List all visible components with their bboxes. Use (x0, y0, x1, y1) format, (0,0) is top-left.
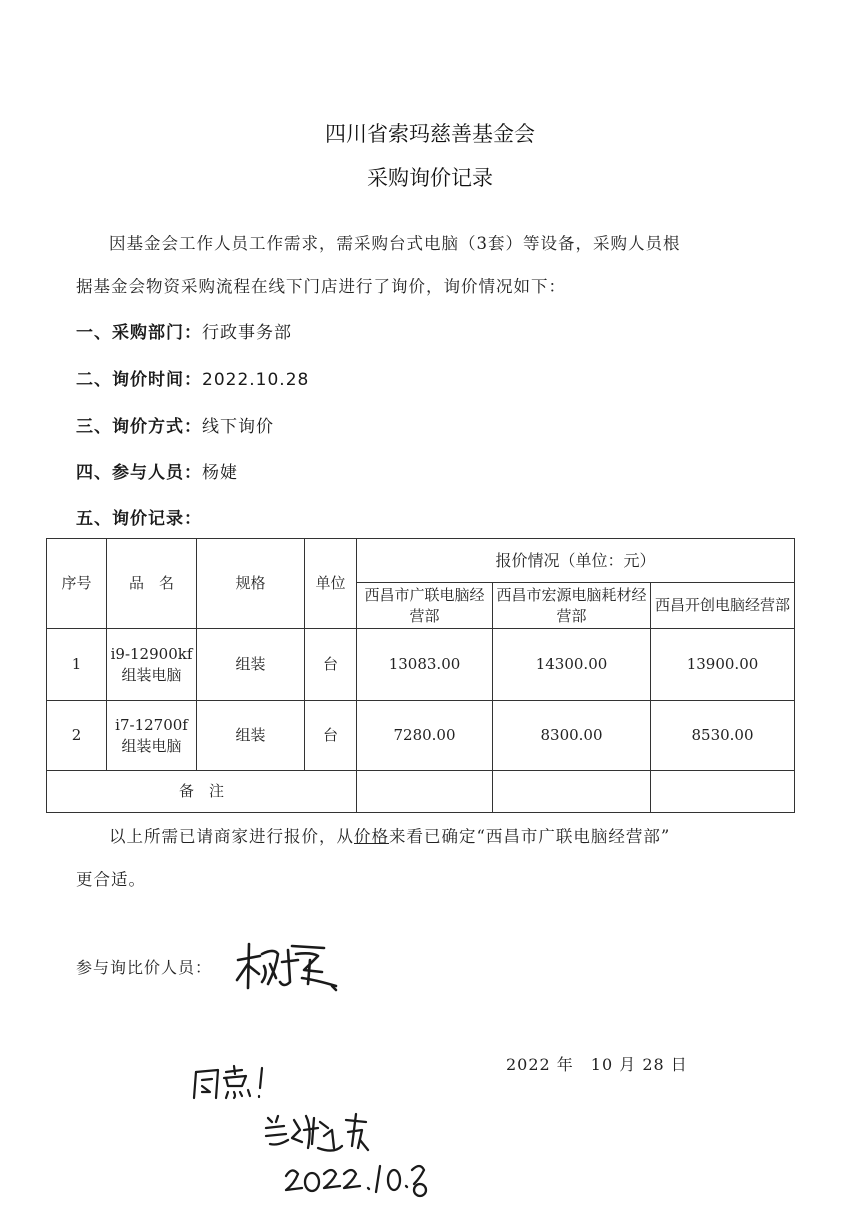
closing-line-1 (76, 815, 796, 858)
row-1-unit: 台 (305, 629, 357, 701)
intro-line-1: 因基金会工作人员工作需求，需采购台式电脑（3套）等设备，采购人员根 (109, 234, 681, 253)
item-inquiry-record-label: 五、询价记录： (76, 509, 202, 529)
document-date: 2022 年 10 月 28 日 (506, 1055, 688, 1074)
header-unit: 单位 (305, 539, 357, 629)
table-row (47, 701, 795, 771)
approver-signature (262, 1108, 374, 1156)
table-remark-row (47, 771, 795, 813)
intro-paragraph (76, 222, 796, 308)
closing-line-2: 更合适。 (76, 870, 146, 889)
row-1-spec: 组装 (197, 629, 305, 701)
handwritten-date (282, 1152, 432, 1202)
closing-underlined-word: 价格 (354, 827, 389, 846)
item-inquiry-time-value: 2022.10.28 (202, 370, 310, 390)
header-name: 品 名 (107, 539, 197, 629)
row-2-unit: 台 (305, 701, 357, 771)
doc-title: 采购询价记录 (367, 166, 493, 190)
remark-label: 备 注 (47, 771, 357, 813)
row-2-price-2: 8300.00 (493, 701, 651, 771)
item-participants (76, 458, 238, 483)
closing-line-1-pre: 以上所需已请商家进行报价，从 (109, 827, 354, 846)
header-quote-group: 报价情况（单位：元） (357, 539, 795, 583)
closing-paragraph (76, 815, 796, 901)
header-vendor-1: 西昌市广联电脑经营部 (357, 583, 493, 629)
row-1-price-1: 13083.00 (357, 629, 493, 701)
item-inquiry-time-label: 二、询价时间： (76, 370, 202, 390)
row-2-price-3: 8530.00 (651, 701, 795, 771)
row-1-name: i9-12900kf组装电脑 (107, 629, 197, 701)
item-inquiry-method-value: 线下询价 (202, 417, 274, 437)
approval-note (190, 1062, 280, 1104)
row-2-seq: 2 (47, 701, 107, 771)
remark-cell-3 (651, 771, 795, 813)
table-row (47, 629, 795, 701)
item-inquiry-method-label: 三、询价方式： (76, 417, 202, 437)
closing-line-1-post: 来看已确定“西昌市广联电脑经营部” (389, 827, 671, 846)
item-inquiry-time (76, 365, 309, 390)
item-participants-label: 四、参与人员： (76, 463, 202, 483)
header-spec: 规格 (197, 539, 305, 629)
item-inquiry-method (76, 412, 274, 437)
header-vendor-3: 西昌开创电脑经营部 (651, 583, 795, 629)
row-1-seq: 1 (47, 629, 107, 701)
item-department (76, 318, 292, 343)
participants-label: 参与询比价人员： (76, 958, 213, 977)
row-1-price-2: 14300.00 (493, 629, 651, 701)
row-2-name: i7-12700f组装电脑 (107, 701, 197, 771)
header-vendor-2: 西昌市宏源电脑耗材经营部 (493, 583, 651, 629)
org-name: 四川省索玛慈善基金会 (325, 122, 535, 146)
table-header-row (47, 539, 795, 583)
header-seq: 序号 (47, 539, 107, 629)
participant-signature (232, 938, 342, 996)
item-inquiry-record (76, 504, 202, 529)
remark-cell-2 (493, 771, 651, 813)
row-2-spec: 组装 (197, 701, 305, 771)
item-department-label: 一、采购部门： (76, 323, 202, 343)
row-1-price-3: 13900.00 (651, 629, 795, 701)
remark-cell-1 (357, 771, 493, 813)
row-2-price-1: 7280.00 (357, 701, 493, 771)
intro-line-2: 据基金会物资采购流程在线下门店进行了询价，询价情况如下： (76, 277, 566, 296)
quote-table (46, 538, 795, 813)
item-department-value: 行政事务部 (202, 323, 292, 343)
item-participants-value: 杨婕 (202, 463, 238, 483)
